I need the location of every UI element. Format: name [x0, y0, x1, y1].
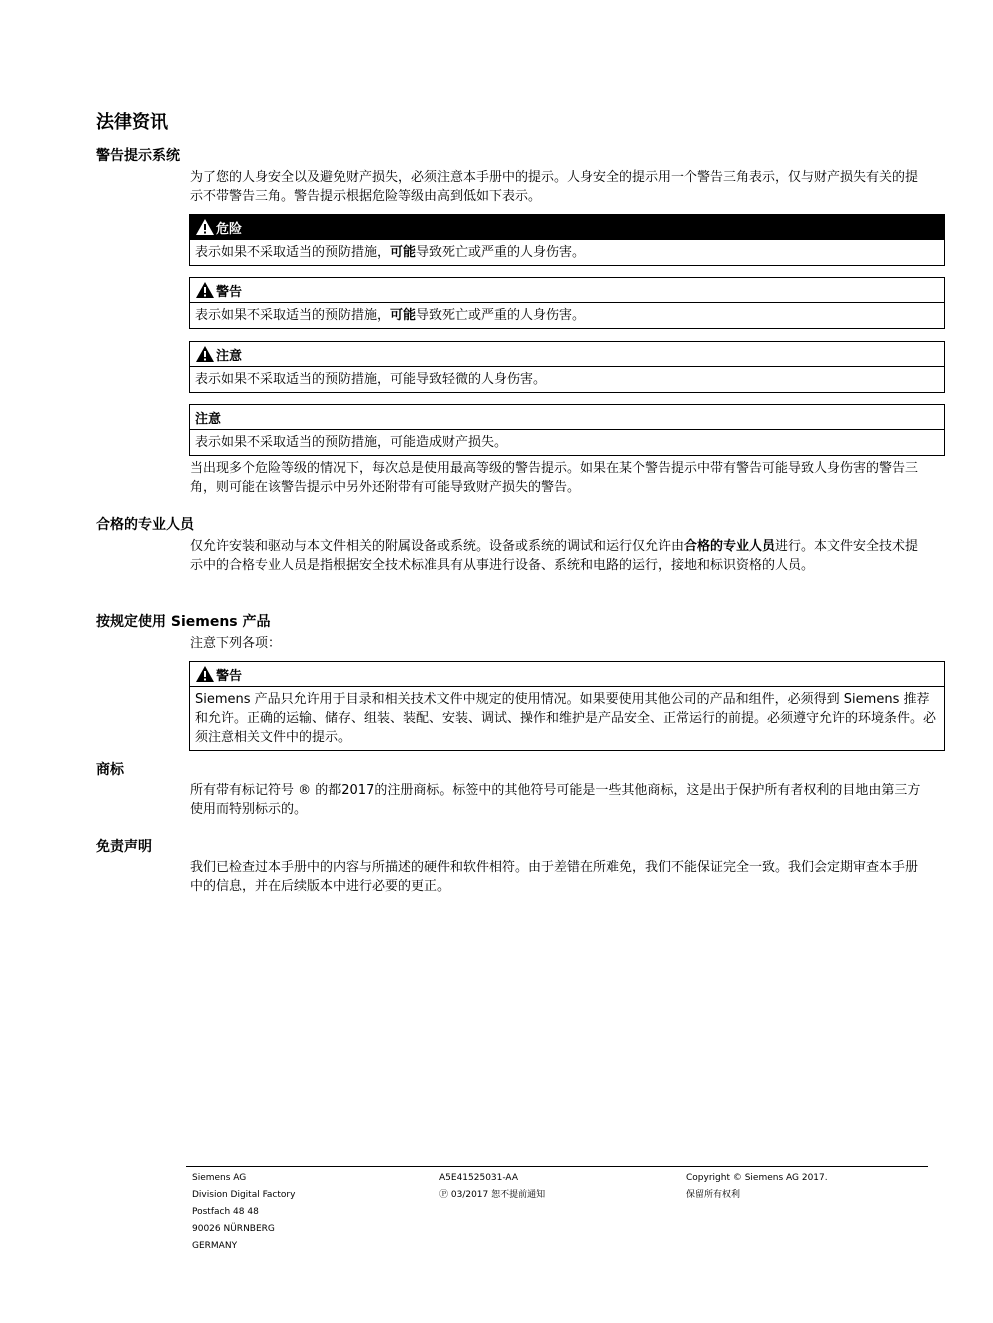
proper-use-intro: 注意下列各项：: [190, 636, 282, 651]
warning-triangle-icon: [195, 218, 215, 236]
warning-text: 表示如果不采取适当的预防措施，可能导致死亡或严重的人身伤害。: [195, 308, 586, 323]
footer-address-line: Siemens AG: [192, 1173, 247, 1183]
footer-address-line: 90026 NÜRNBERG: [192, 1224, 275, 1234]
qualified-text: 仅允许安装和驱动与本文件相关的附属设备或系统。设备或系统的调试和运行仅允许由合格的专业人员进行。本文件安全技术提示中的合格专业人员是指根据安全技术标准具有从事进行设备、系统和电路的运行，接地和标识资格的人员。: [190, 539, 919, 573]
footer-address-line: GERMANY: [192, 1241, 238, 1251]
caution-label: 注意: [216, 348, 243, 364]
proper-use-warning-label: 警告: [216, 668, 243, 684]
warning-system-outro: 当出现多个危险等级的情况下，每次总是使用最高等级的警告提示。如果在某个警告提示中带有警告可能导致人身伤害的警告三角，则可能在该警告提示中另外还附带有可能导致财产损失的警告。: [190, 461, 919, 495]
footer-copyright-block: [686, 1170, 828, 1204]
section-heading-proper-use: 按规定使用 Siemens 产品: [96, 614, 271, 630]
danger-text: 表示如果不采取适当的预防措施，可能导致死亡或严重的人身伤害。: [195, 245, 586, 260]
footer-address: [192, 1170, 295, 1255]
caution-box-header: [190, 342, 944, 367]
caution-box: [189, 341, 945, 393]
footer-address-line: Division Digital Factory: [192, 1190, 296, 1200]
notice-text: 表示如果不采取适当的预防措施，可能造成财产损失。: [195, 435, 508, 450]
warning-box: [189, 277, 945, 329]
footer-doc-info: [439, 1170, 545, 1204]
footer-divider: [186, 1166, 928, 1167]
warning-system-intro: 为了您的人身安全以及避免财产损失，必须注意本手册中的提示。人身安全的提示用一个警告三角表示，仅与财产损失有关的提示不带警告三角。警告提示根据危险等级由高到低如下表示。: [190, 170, 919, 204]
page-title: 法律资讯: [96, 112, 168, 133]
warning-box-header: [190, 278, 944, 303]
danger-box-header: [190, 215, 944, 240]
warning-triangle-icon: [195, 345, 215, 363]
section-heading-disclaimer: 免责声明: [96, 839, 152, 855]
footer-rights: 保留所有权利: [686, 1190, 741, 1200]
section-heading-warning-system: 警告提示系统: [96, 148, 180, 164]
proper-use-warning-text: Siemens 产品只允许用于目录和相关技术文件中规定的使用情况。如果要使用其他公司的产品和组件，必须得到 Siemens 推荐和允许。正确的运输、储存、组装、装配、安装、调试、操作和维护是产品安全、正常运行的前提。必须遵守允许的环境条件。必须注意相关文件中的提示。: [195, 692, 937, 745]
proper-use-warning-header: [190, 662, 944, 687]
notice-box: [189, 404, 945, 456]
warning-triangle-icon: [195, 665, 215, 683]
footer-doc-number: A5E41525031-AA: [439, 1173, 518, 1183]
warning-label: 警告: [216, 284, 243, 300]
footer-edition: Ⓟ 03/2017 恕不提前通知: [439, 1190, 546, 1200]
footer-address-line: Postfach 48 48: [192, 1207, 259, 1217]
notice-label: 注意: [195, 411, 222, 427]
proper-use-warning-box: [189, 661, 945, 751]
trademarks-text: 所有带有标记符号 ® 的都2017的注册商标。标签中的其他符号可能是一些其他商标，这是出于保护所有者权利的目地由第三方使用而特别标示的。: [190, 783, 921, 817]
disclaimer-text: 我们已检查过本手册中的内容与所描述的硬件和软件相符。由于差错在所难免，我们不能保证完全一致。我们会定期审查本手册中的信息，并在后续版本中进行必要的更正。: [190, 860, 919, 894]
warning-triangle-icon: [195, 281, 215, 299]
notice-box-header: [190, 405, 944, 430]
section-heading-trademarks: 商标: [96, 762, 124, 778]
danger-label: 危险: [216, 221, 243, 237]
caution-text: 表示如果不采取适当的预防措施，可能导致轻微的人身伤害。: [195, 372, 547, 387]
footer-copyright: Copyright © Siemens AG 2017.: [686, 1173, 828, 1183]
danger-box: [189, 214, 945, 266]
section-heading-qualified: 合格的专业人员: [96, 517, 194, 533]
